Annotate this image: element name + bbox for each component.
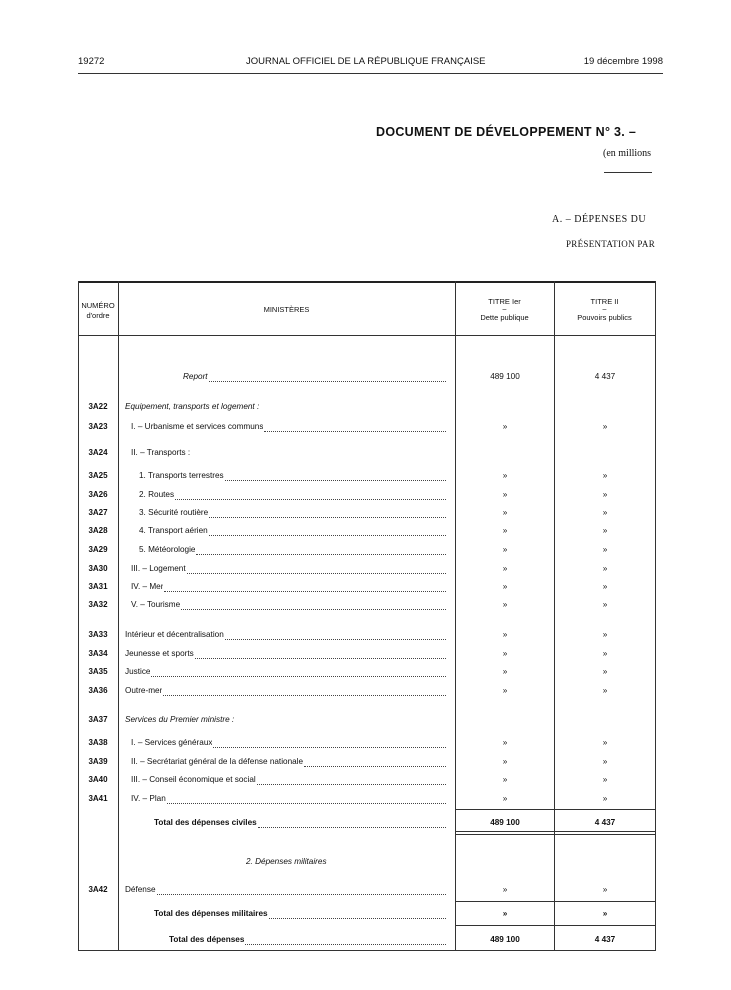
- row-value-titre2: »: [602, 667, 608, 676]
- row-code: 3A29: [88, 545, 108, 554]
- row-label: 3. Sécurité routière: [139, 508, 209, 517]
- row-value-titre1: »: [502, 794, 508, 803]
- col-header-titre1-dash: –: [502, 306, 507, 313]
- row-label: II. – Transports :: [131, 448, 191, 457]
- row-label: Outre-mer: [125, 686, 163, 695]
- row-label: Justice: [125, 667, 151, 676]
- table-row: [78, 421, 656, 435]
- table-row: [78, 525, 656, 539]
- row-value-titre1: »: [502, 422, 508, 431]
- col-header-titre2: [554, 297, 655, 323]
- row-label: Défense: [125, 885, 156, 894]
- col-header-ordre-text: d'ordre: [86, 311, 110, 320]
- row-value-titre1: »: [502, 471, 508, 480]
- col-header-titre2-dash: –: [602, 306, 607, 313]
- col-header-titre1-text: TITRE Ier: [488, 297, 521, 306]
- row-value-titre2: »: [602, 649, 608, 658]
- table-row: [78, 489, 656, 503]
- page-date: 19 décembre 1998: [583, 56, 663, 67]
- row-leader-dots: [225, 471, 446, 481]
- row-label: Total des dépenses: [169, 935, 245, 944]
- row-code: 3A38: [88, 738, 108, 747]
- row-value-titre1: »: [502, 526, 508, 535]
- row-value-titre2: 4 437: [594, 372, 616, 381]
- row-value-titre1: »: [502, 564, 508, 573]
- row-label: Jeunesse et sports: [125, 649, 194, 658]
- table-row: [78, 629, 656, 643]
- table-row: [78, 884, 656, 898]
- row-code: 3A27: [88, 508, 108, 517]
- row-value-titre1: »: [502, 508, 508, 517]
- row-value-titre1: »: [502, 600, 508, 609]
- col-header-titre1: [455, 297, 554, 323]
- civil-total-top-rule: [455, 809, 655, 810]
- row-code: 3A22: [88, 402, 108, 411]
- table-row: [78, 401, 656, 415]
- row-value-titre1: 489 100: [490, 372, 520, 381]
- military-total-bottom-rule: [455, 925, 655, 926]
- row-value-titre2: »: [602, 471, 608, 480]
- row-value-titre2: »: [602, 757, 608, 766]
- row-value-titre2: »: [602, 564, 608, 573]
- row-leader-dots: [209, 372, 446, 382]
- row-leader-dots: [209, 526, 446, 536]
- row-leader-dots: [163, 686, 446, 696]
- row-value-titre2: 4 437: [594, 818, 616, 827]
- table-row: [78, 666, 656, 680]
- row-leader-dots: [257, 775, 446, 785]
- table-row: [78, 544, 656, 558]
- col-header-titre2-text: TITRE II: [590, 297, 619, 306]
- row-value-titre2: »: [602, 422, 608, 431]
- row-leader-dots: [151, 667, 446, 677]
- row-code: 3A41: [88, 794, 108, 803]
- row-value-titre2: »: [602, 490, 608, 499]
- table-bottom-rule: [78, 950, 656, 951]
- row-code: 3A33: [88, 630, 108, 639]
- table-row: [78, 774, 656, 788]
- row-value-titre2: »: [602, 526, 608, 535]
- table-row: [78, 648, 656, 662]
- row-label: V. – Tourisme: [131, 600, 181, 609]
- row-leader-dots: [225, 630, 446, 640]
- row-label: Total des dépenses militaires: [154, 909, 268, 918]
- row-label: I. – Urbanisme et services communs: [131, 422, 264, 431]
- table-row: [78, 934, 656, 948]
- row-label: 2. Dépenses militaires: [246, 857, 327, 866]
- row-value-titre2: »: [602, 686, 608, 695]
- table-row: [78, 793, 656, 807]
- journal-title: JOURNAL OFFICIEL DE LA RÉPUBLIQUE FRANÇAISE: [246, 56, 486, 67]
- table-row: [78, 447, 656, 461]
- row-code: 3A25: [88, 471, 108, 480]
- row-value-titre2: »: [602, 775, 608, 784]
- row-label: 2. Routes: [139, 490, 175, 499]
- row-value-titre2: »: [602, 582, 608, 591]
- header-bottom-rule: [78, 335, 656, 336]
- row-code: 3A36: [88, 686, 108, 695]
- table-row: [78, 856, 656, 870]
- row-code: 3A30: [88, 564, 108, 573]
- col-header-numero: [78, 301, 118, 321]
- row-code: 3A42: [88, 885, 108, 894]
- row-code: 3A39: [88, 757, 108, 766]
- col-header-numero-text: NUMÉRO: [81, 301, 115, 310]
- row-leader-dots: [164, 582, 446, 592]
- military-total-top-rule: [455, 901, 655, 902]
- row-label: IV. – Mer: [131, 582, 164, 591]
- row-code: 3A37: [88, 715, 108, 724]
- table-row: [78, 507, 656, 521]
- col-header-titre2-sub: Pouvoirs publics: [577, 313, 632, 322]
- row-value-titre1: »: [502, 649, 508, 658]
- row-leader-dots: [181, 600, 446, 610]
- unit-rule: [604, 172, 652, 173]
- row-label: Services du Premier ministre :: [125, 715, 235, 724]
- table-row: [78, 581, 656, 595]
- row-leader-dots: [264, 422, 446, 432]
- row-leader-dots: [187, 564, 446, 574]
- row-label: IV. – Plan: [131, 794, 166, 803]
- row-code: 3A35: [88, 667, 108, 676]
- row-value-titre1: »: [502, 885, 508, 894]
- row-leader-dots: [157, 885, 446, 895]
- table-row: [78, 737, 656, 751]
- row-value-titre1: »: [502, 909, 508, 918]
- document-title: DOCUMENT DE DÉVELOPPEMENT N° 3. –: [376, 125, 637, 139]
- col-header-ministeres: MINISTÈRES: [263, 305, 310, 314]
- table-row: [78, 470, 656, 484]
- row-code: 3A31: [88, 582, 108, 591]
- row-value-titre1: »: [502, 490, 508, 499]
- subsection-title: PRÉSENTATION PAR: [566, 239, 656, 249]
- row-label: 1. Transports terrestres: [139, 471, 224, 480]
- row-code: 3A40: [88, 775, 108, 784]
- row-leader-dots: [304, 757, 446, 767]
- row-code: 3A24: [88, 448, 108, 457]
- row-code: 3A23: [88, 422, 108, 431]
- civil-total-bottom-rule: [455, 831, 655, 832]
- row-leader-dots: [245, 935, 446, 945]
- col-header-titre1-sub: Dette publique: [480, 313, 529, 322]
- row-value-titre2: »: [602, 508, 608, 517]
- row-value-titre2: »: [602, 909, 608, 918]
- row-code: 3A32: [88, 600, 108, 609]
- row-value-titre1: »: [502, 686, 508, 695]
- row-leader-dots: [167, 794, 446, 804]
- row-label: Total des dépenses civiles: [154, 818, 257, 827]
- row-code: 3A26: [88, 490, 108, 499]
- row-label: 4. Transport aérien: [139, 526, 208, 535]
- row-value-titre1: »: [502, 630, 508, 639]
- row-value-titre2: »: [602, 794, 608, 803]
- row-value-titre2: 4 437: [594, 935, 616, 944]
- unit-note: (en millions: [603, 148, 652, 159]
- row-value-titre1: »: [502, 582, 508, 591]
- row-label: 5. Météorologie: [139, 545, 196, 554]
- row-leader-dots: [213, 738, 446, 748]
- row-value-titre2: »: [602, 600, 608, 609]
- row-leader-dots: [196, 545, 446, 555]
- table-row: [78, 817, 656, 831]
- row-leader-dots: [175, 490, 446, 500]
- row-value-titre1: 489 100: [490, 935, 520, 944]
- row-leader-dots: [258, 818, 446, 828]
- row-label: III. – Logement: [131, 564, 186, 573]
- table-row: [78, 908, 656, 922]
- table-row: [78, 371, 656, 385]
- table-row: [78, 563, 656, 577]
- budget-table: [78, 281, 656, 951]
- row-value-titre1: »: [502, 757, 508, 766]
- row-value-titre1: »: [502, 775, 508, 784]
- row-value-titre1: »: [502, 545, 508, 554]
- row-value-titre2: »: [602, 885, 608, 894]
- row-label: I. – Services généraux: [131, 738, 213, 747]
- table-row: [78, 714, 656, 728]
- header-rule: [78, 73, 663, 74]
- table-row: [78, 685, 656, 699]
- row-label: Intérieur et décentralisation: [125, 630, 224, 639]
- page-number: 19272: [78, 56, 105, 67]
- row-code: 3A34: [88, 649, 108, 658]
- row-value-titre2: »: [602, 630, 608, 639]
- row-code: 3A28: [88, 526, 108, 535]
- table-row: [78, 599, 656, 613]
- row-leader-dots: [195, 649, 446, 659]
- row-value-titre2: »: [602, 738, 608, 747]
- table-top-border: [78, 281, 656, 283]
- row-label: Report: [183, 372, 208, 381]
- civil-total-double-rule: [455, 834, 655, 835]
- row-label: II. – Secrétariat général de la défense nationale: [131, 757, 304, 766]
- row-leader-dots: [269, 909, 446, 919]
- row-label: III. – Conseil économique et social: [131, 775, 256, 784]
- row-value-titre2: »: [602, 545, 608, 554]
- row-label: Equipement, transports et logement :: [125, 402, 260, 411]
- section-title: A. – DÉPENSES DU: [552, 214, 647, 225]
- row-leader-dots: [209, 508, 446, 518]
- row-value-titre1: »: [502, 667, 508, 676]
- row-value-titre1: 489 100: [490, 818, 520, 827]
- table-row: [78, 756, 656, 770]
- row-value-titre1: »: [502, 738, 508, 747]
